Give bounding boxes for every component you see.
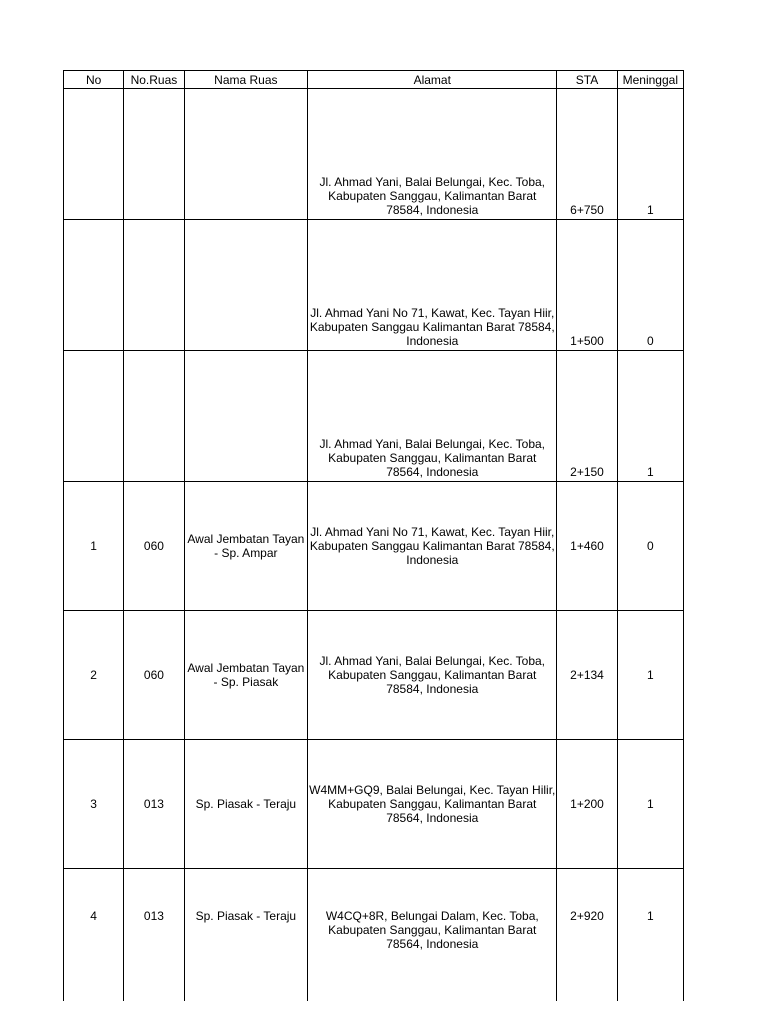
cell-meninggal: 1 (617, 351, 683, 482)
table-row (64, 482, 684, 611)
cell-sta: 1+200 (557, 740, 617, 869)
cell-no-ruas (124, 89, 184, 220)
header-row (64, 71, 684, 89)
cell-alamat: W4MM+GQ9, Balai Belungai, Kec. Tayan Hilir, Kabupaten Sanggau, Kalimantan Barat 78564, Indonesia (308, 740, 557, 869)
cell-sta: 2+920 (557, 869, 617, 1002)
cell-meninggal: 1 (617, 740, 683, 869)
cell-meninggal: 1 (617, 611, 683, 740)
table-row (64, 351, 684, 482)
cell-sta: 1+500 (557, 220, 617, 351)
header-no-ruas: No.Ruas (124, 71, 184, 89)
table-row (64, 740, 684, 869)
cell-no: 4 (64, 869, 124, 1002)
cell-nama-ruas: Awal Jembatan Tayan - Sp. Ampar (184, 482, 308, 611)
cell-nama-ruas: Sp. Piasak - Teraju (184, 740, 308, 869)
header-no: No (64, 71, 124, 89)
cell-no-ruas: 013 (124, 869, 184, 1002)
cell-no-ruas: 013 (124, 740, 184, 869)
cell-meninggal: 1 (617, 89, 683, 220)
cell-alamat: Jl. Ahmad Yani, Balai Belungai, Kec. Toba, Kabupaten Sanggau, Kalimantan Barat 78584, Indonesia (308, 611, 557, 740)
header-alamat: Alamat (308, 71, 557, 89)
header-nama-ruas: Nama Ruas (184, 71, 308, 89)
cell-no (64, 89, 124, 220)
cell-alamat: W4CQ+8R, Belungai Dalam, Kec. Toba, Kabupaten Sanggau, Kalimantan Barat 78564, Indonesia (308, 869, 557, 1002)
cell-no (64, 220, 124, 351)
cell-alamat: Jl. Ahmad Yani No 71, Kawat, Kec. Tayan Hiir, Kabupaten Sanggau Kalimantan Barat 78584, Indonesia (308, 220, 557, 351)
table-row (64, 611, 684, 740)
header-meninggal: Meninggal (617, 71, 683, 89)
cell-no-ruas (124, 220, 184, 351)
cell-alamat: Jl. Ahmad Yani, Balai Belungai, Kec. Toba, Kabupaten Sanggau, Kalimantan Barat 78564, Indonesia (308, 351, 557, 482)
cell-no-ruas (124, 351, 184, 482)
table-row (64, 89, 684, 220)
cell-alamat: Jl. Ahmad Yani, Balai Belungai, Kec. Toba, Kabupaten Sanggau, Kalimantan Barat 78584, Indonesia (308, 89, 557, 220)
cell-no (64, 351, 124, 482)
cell-meninggal: 1 (617, 869, 683, 1002)
cell-no-ruas: 060 (124, 611, 184, 740)
cell-alamat: Jl. Ahmad Yani No 71, Kawat, Kec. Tayan Hiir, Kabupaten Sanggau Kalimantan Barat 78584, Indonesia (308, 482, 557, 611)
cell-no: 2 (64, 611, 124, 740)
table-row (64, 220, 684, 351)
cell-no-ruas: 060 (124, 482, 184, 611)
cell-nama-ruas (184, 89, 308, 220)
cell-meninggal: 0 (617, 482, 683, 611)
cell-no: 1 (64, 482, 124, 611)
cell-nama-ruas: Awal Jembatan Tayan - Sp. Piasak (184, 611, 308, 740)
cell-sta: 1+460 (557, 482, 617, 611)
table-row (64, 869, 684, 1002)
cell-sta: 6+750 (557, 89, 617, 220)
cell-nama-ruas (184, 220, 308, 351)
accident-data-table (63, 70, 684, 1001)
header-sta: STA (557, 71, 617, 89)
cell-sta: 2+150 (557, 351, 617, 482)
cell-nama-ruas: Sp. Piasak - Teraju (184, 869, 308, 1002)
cell-meninggal: 0 (617, 220, 683, 351)
cell-no: 3 (64, 740, 124, 869)
cell-nama-ruas (184, 351, 308, 482)
cell-sta: 2+134 (557, 611, 617, 740)
